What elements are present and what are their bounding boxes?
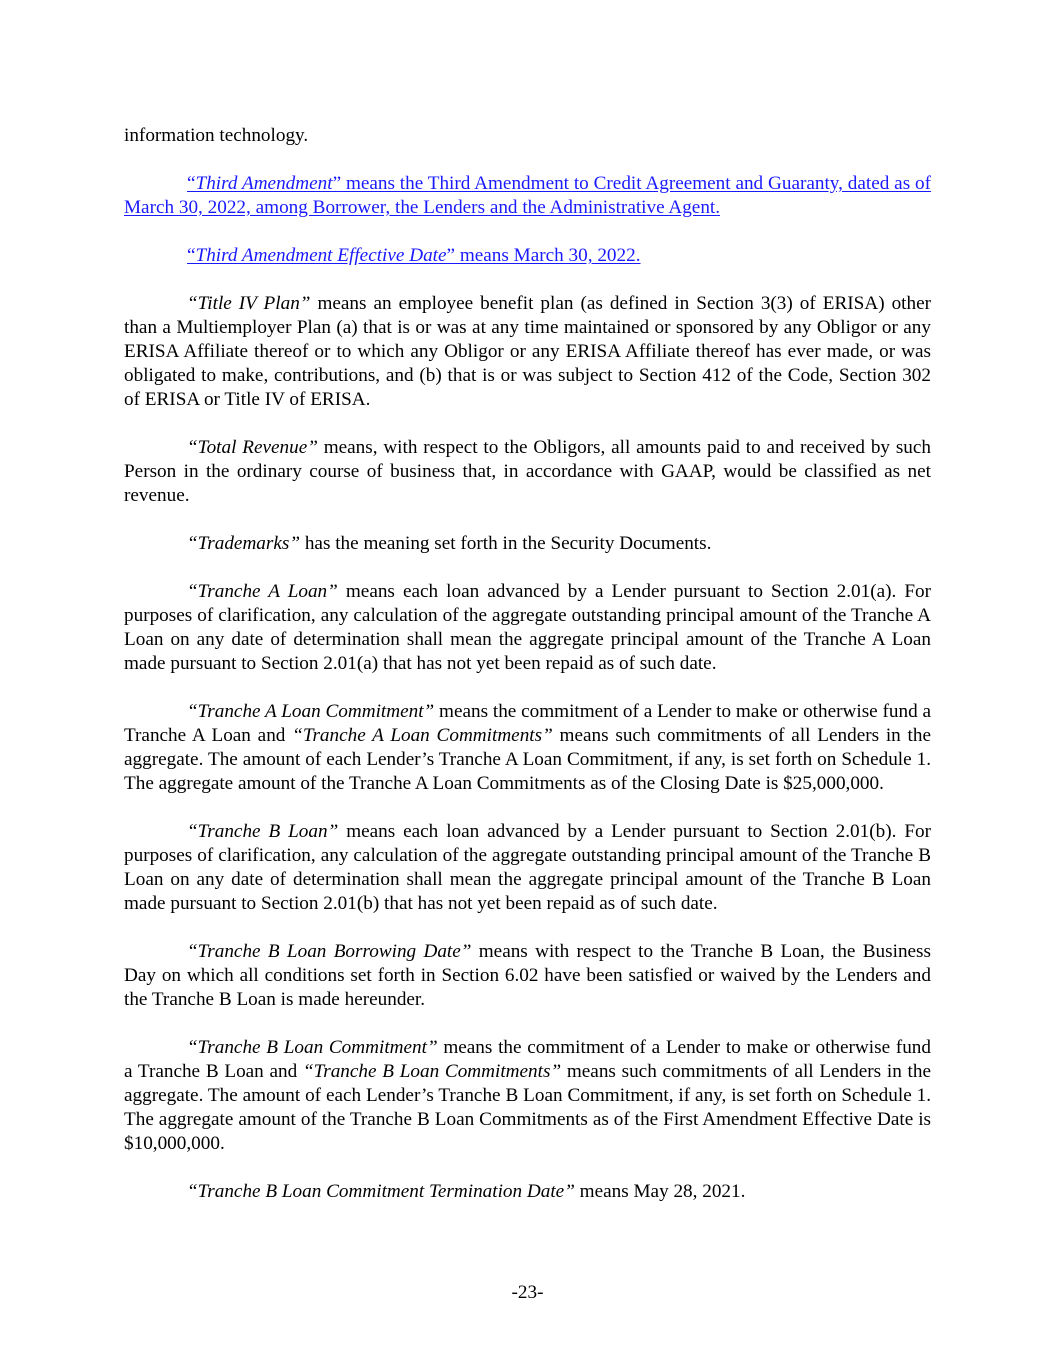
- definition-body: means the commitment of a Lender to make or otherwise fund a Tranche A Loan and: [124, 701, 931, 746]
- definition-tranche-a-loan-commitment: [124, 700, 931, 796]
- definition-body: means each loan advanced by a Lender pursuant to Section 2.01(a). For purposes of clarification, any calculation of the aggregate outstanding principal amount of the Tranche A Loan on any date of determination shall mean the aggregate principal amount of the Tranche A Loan made pursuant to Section 2.01(a) that has not yet been repaid as of such date.: [124, 581, 931, 674]
- definition-body-2: means such commitments of all Lenders in the aggregate. The amount of each Lender’s Tranche B Loan Commitment, if any, is set forth on Schedule 1. The aggregate amount of the Tranche B Loan Commitments as of the First Amendment Effective Date is $10,000,000.: [124, 1061, 931, 1154]
- defined-term: Third Amendment Effective Date: [195, 245, 447, 266]
- definition-total-revenue: [124, 436, 931, 508]
- defined-term: Third Amendment: [195, 173, 333, 194]
- definition-third-amendment: “Third Amendment” means the Third Amendment to Credit Agreement and Guaranty, dated as of March 30, 2022, among Borrower, the Lenders and the Administrative Agent.: [124, 173, 931, 218]
- definition-trademarks: [124, 532, 931, 556]
- definition-body: means May 28, 2021.: [574, 1181, 746, 1202]
- lead-text: information technology.: [124, 125, 309, 146]
- defined-term-plural: “Tranche A Loan Commitments”: [292, 725, 553, 746]
- definition-tranche-a-loan: [124, 580, 931, 676]
- page-number: -23-: [511, 1282, 544, 1303]
- defined-term: “Tranche A Loan Commitment”: [187, 701, 435, 722]
- defined-term: “Tranche B Loan Commitment”: [187, 1037, 438, 1058]
- defined-term: “Total Revenue”: [187, 437, 318, 458]
- defined-term: “Tranche B Loan Borrowing Date”: [187, 941, 472, 962]
- definition-body: means March 30, 2022.: [455, 245, 641, 266]
- definition-tranche-b-loan: [124, 820, 931, 916]
- definition-body: means, with respect to the Obligors, all amounts paid to and received by such Person in the ordinary course of business that, in accordance with GAAP, would be classified as net revenue.: [124, 437, 931, 506]
- definition-body-2: means such commitments of all Lenders in the aggregate. The amount of each Lender’s Tranche A Loan Commitment, if any, is set forth on Schedule 1. The aggregate amount of the Tranche A Loan Commitments as of the Closing Date is $25,000,000.: [124, 725, 931, 794]
- definition-body: means an employee benefit plan (as defined in Section 3(3) of ERISA) other than a Multiemployer Plan (a) that is or was at any time maintained or sponsored by any Obligor or any ERISA Affiliate thereof or to which any Obligor or any ERISA Affiliate thereof has ever made, or was obligated to make, contributions, and (b) that is or was subject to Section 412 of the Code, Section 302 of ERISA or Title IV of ERISA.: [124, 293, 932, 410]
- defined-term: “Title IV Plan”: [187, 293, 311, 314]
- definition-body: means the commitment of a Lender to make or otherwise fund a Tranche B Loan and: [124, 1037, 931, 1082]
- defined-term: “Tranche A Loan”: [187, 581, 338, 602]
- defined-term: “Trademarks”: [187, 533, 301, 554]
- definition-tranche-b-loan-commitment-termination-date: [124, 1180, 931, 1204]
- definition-body: means with respect to the Tranche B Loan, the Business Day on which all conditions set forth in Section 6.02 have been satisfied or waived by the Lenders and the Tranche B Loan is made hereunder.: [124, 941, 931, 1010]
- definition-tranche-b-loan-commitment: [124, 1036, 931, 1156]
- definition-tranche-b-loan-borrowing-date: [124, 940, 931, 1012]
- definition-third-amendment-effective-date: “Third Amendment Effective Date” means March 30, 2022.: [187, 245, 641, 266]
- document-page: [124, 124, 931, 1228]
- definition-body: has the meaning set forth in the Security Documents.: [300, 533, 712, 554]
- defined-term-plural: “Tranche B Loan Commitments”: [302, 1061, 562, 1082]
- definition-title-iv-plan: [124, 292, 931, 412]
- definition-body: means the Third Amendment to Credit Agreement and Guaranty, dated as of March 30, 2022, among Borrower, the Lenders and the Administrative Agent.: [124, 173, 931, 218]
- definition-body: means each loan advanced by a Lender pursuant to Section 2.01(b). For purposes of clarification, any calculation of the aggregate outstanding principal amount of the Tranche B Loan on any date of determination shall mean the aggregate principal amount of the Tranche B Loan made pursuant to Section 2.01(b) that has not yet been repaid as of such date.: [124, 821, 931, 914]
- defined-term: “Tranche B Loan Commitment Termination Date”: [187, 1181, 575, 1202]
- defined-term: “Tranche B Loan”: [187, 821, 339, 842]
